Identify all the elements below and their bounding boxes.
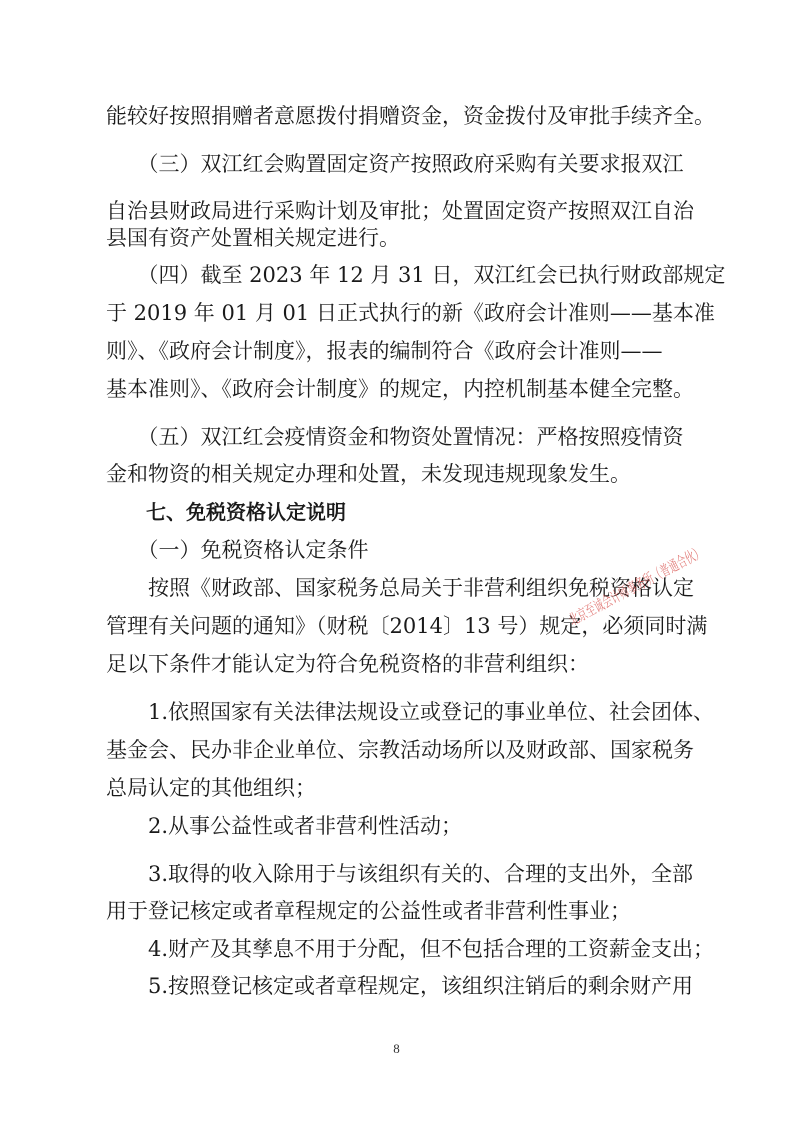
text-line-16: 1.依照国家有关法律法规设立或登记的事业单位、社会团体、 bbox=[106, 700, 715, 724]
svg-text:北京至诚会计师事务所（普通合伙）: 北京至诚会计师事务所（普通合伙） bbox=[565, 500, 787, 630]
page-number: 8 bbox=[393, 1041, 400, 1056]
text-line-5: （四）截至 2023 年 12 月 31 日，双江红会已执行财政部规定 bbox=[106, 263, 726, 287]
subsection-heading: （一）免税资格认定条件 bbox=[106, 538, 369, 562]
text-line-9: （五）双江红会疫情资金和物资处置情况：严格按照疫情资 bbox=[106, 425, 684, 449]
text-line-20: 3.取得的收入除用于与该组织有关的、合理的支出外，全部 bbox=[106, 862, 694, 886]
text-line-4: 县国有资产处置相关规定进行。 bbox=[106, 226, 400, 250]
text-line-18: 总局认定的其他组织； bbox=[106, 776, 316, 800]
text-line-14: 管理有关问题的通知》（财税〔2014〕13 号）规定，必须同时满 bbox=[106, 614, 708, 638]
text-line-6: 于 2019 年 01 月 01 日正式执行的新《政府会计准则——基本准 bbox=[106, 301, 715, 325]
section-heading: 七、免税资格认定说明 bbox=[106, 500, 346, 524]
text-line-7: 则》、《政府会计制度》，报表的编制符合《政府会计准则—— bbox=[106, 339, 663, 363]
text-line-17: 基金会、民办非企业单位、宗教活动场所以及财政部、国家税务 bbox=[106, 738, 694, 762]
text-line-3: 自治县财政局进行采购计划及审批；处置固定资产按照双江自治 bbox=[106, 199, 694, 223]
text-line-19: 2.从事公益性或者非营利性活动； bbox=[106, 814, 463, 838]
text-line-22: 4.财产及其孳息不用于分配，但不包括合理的工资薪金支出； bbox=[106, 937, 715, 961]
text-line-23: 5.按照登记核定或者章程规定，该组织注销后的剩余财产用 bbox=[106, 974, 694, 998]
text-line-10: 金和物资的相关规定办理和处置，未发现违规现象发生。 bbox=[106, 462, 631, 486]
text-line-8: 基本准则》、《政府会计制度》的规定，内控机制基本健全完整。 bbox=[106, 377, 694, 401]
text-line-1: 能较好按照捐赠者意愿拨付捐赠资金，资金拨付及审批手续齐全。 bbox=[106, 104, 715, 128]
text-line-15: 足以下条件才能认定为符合免税资格的非营利组织： bbox=[106, 652, 589, 676]
text-line-2: （三）双江红会购置固定资产按照政府采购有关要求报双江 bbox=[106, 152, 684, 176]
text-line-21: 用于登记核定或者章程规定的公益性或者非营利性事业； bbox=[106, 899, 631, 923]
text-line-13: 按照《财政部、国家税务总局关于非营利组织免税资格认定 bbox=[106, 576, 694, 600]
